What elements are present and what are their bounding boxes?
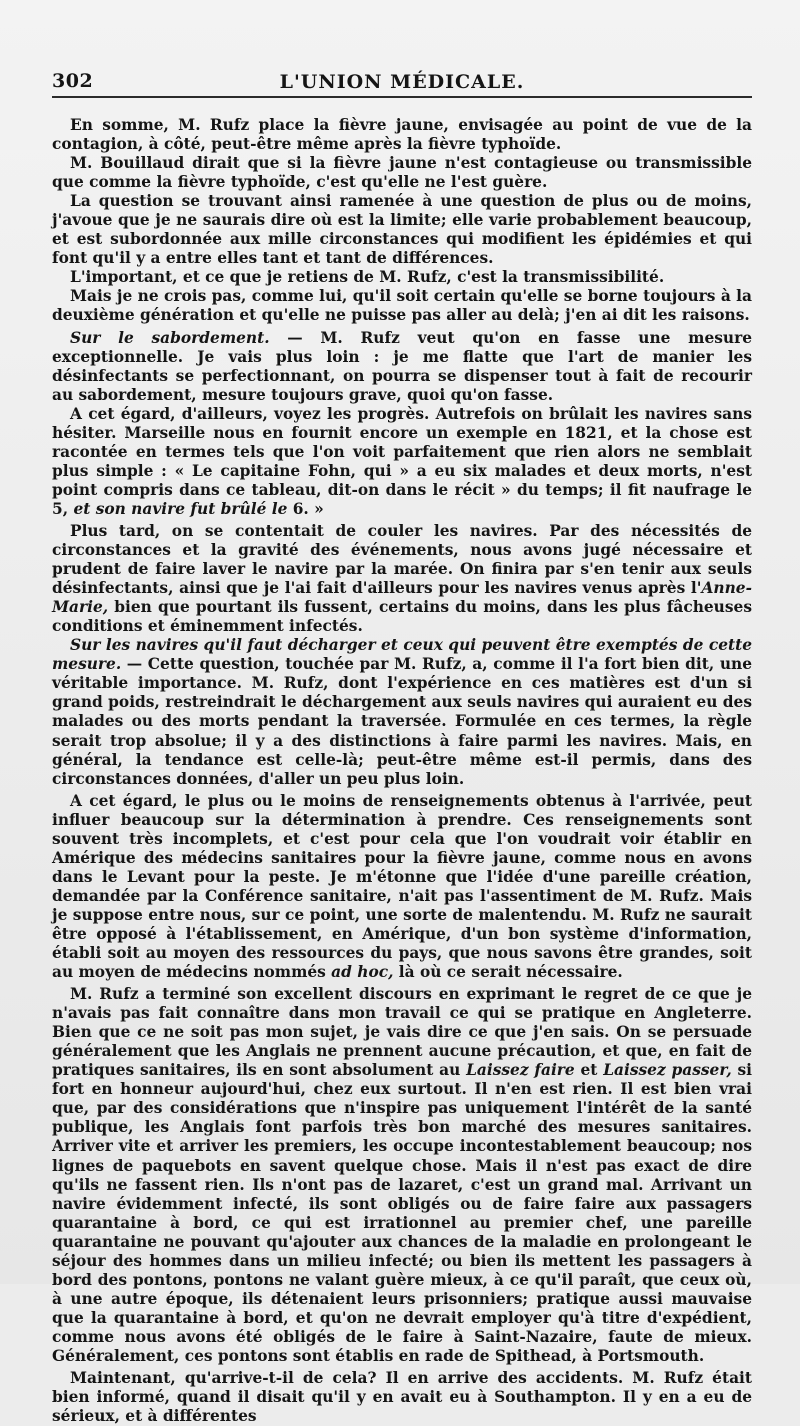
italic-text: Anne-Marie,: [52, 579, 752, 617]
italic-text: Laissez faire: [466, 1061, 575, 1080]
paragraph: [52, 522, 752, 636]
paragraph: [52, 154, 752, 192]
text-run: M. Bouillaud dirait que si la fièvre jaune n'est contagieuse ou transmissible que comme la fièvre typhoïde, c'est qu'elle ne l'est guère.: [52, 154, 752, 192]
text-run: — M. Rufz veut qu'on en fasse une mesure exceptionnelle. Je vais plus loin : je me flatte que l'art de manier les désinfectants se perfectionnant, on pourra se dispenser tout à fait de recourir au sabordement, mesure toujours grave, quoi qu'on fasse.: [52, 328, 753, 404]
italic-text: Laissez passer,: [603, 1061, 732, 1080]
italic-text: Sur les navires qu'il faut décharger et ceux qui peuvent être exemptés de cette mesure.: [52, 636, 752, 674]
paragraph: [52, 329, 752, 405]
paragraph: [52, 405, 752, 519]
body-text: [52, 116, 752, 1426]
paragraph: [52, 268, 752, 287]
text-run: là où ce serait nécessaire.: [393, 963, 623, 982]
paragraph: [52, 1369, 752, 1426]
text-run: bien que pourtant ils fussent, certains du moins, dans les plus fâcheuses conditions et éminemment infectés.: [52, 598, 752, 636]
text-run: — Cette question, touchée par M. Rufz, a, comme il l'a fort bien dit, une véritable importance. M. Rufz, dont l'expérience en ces matières est d'un si grand poids, restreindrait le déchargement aux seuls navires qui auraient eu des malades ou des morts pendant la traversée. Formulée en ces termes, la règle serait trop absolue; il y a des distinctions à faire parmi les navires. Mais, en général, la tendance est celle-là; peut-être même est-il permis, dans des circonstances données, d'aller un peu plus loin.: [52, 655, 752, 788]
text-run: L'important, et ce que je retiens de M. Rufz, c'est la transmissibilité.: [70, 268, 665, 287]
text-run: et: [574, 1061, 604, 1080]
text-run: La question se trouvant ainsi ramenée à une question de plus ou de moins, j'avoue que je ne saurais dire où est la limite; elle varie probablement beaucoup, et est subordonnée aux mille circonstances qui modifient les épidémies et qui font qu'il y a entre elles tant et tant de différences.: [52, 192, 752, 268]
text-run: 6. »: [287, 499, 324, 518]
paragraph: [52, 636, 752, 788]
text-run: A cet égard, d'ailleurs, voyez les progrès. Autrefois on brûlait les navires sans hésiter. Marseille nous en fournit encore un exemple en 1821, et la chose est racontée en termes tels que l'on voit parfaitement que rien alors ne semblait plus simple : « Le capitaine Fohn, qui » a eu six malades et deux morts, n'est point compris dans ce tableau, dit-on dans le récit » du temps; il fit naufrage le 5,: [52, 404, 752, 518]
paragraph: [52, 192, 752, 268]
text-run: En somme, M. Rufz place la fièvre jaune, envisagée au point de vue de la contagion, à côté, peut-être même après la fièvre typhoïde.: [52, 116, 752, 154]
text-run: Maintenant, qu'arrive-t-il de cela? Il en arrive des accidents. M. Rufz était bien informé, quand il disait qu'il y en avait eu à Southampton. Il y en a eu de sérieux, et à différentes: [52, 1369, 752, 1426]
paragraph: [52, 985, 752, 1366]
running-title: L'UNION MÉDICALE.: [279, 71, 525, 93]
paragraph: [52, 792, 752, 982]
text-run: Mais je ne crois pas, comme lui, qu'il soit certain qu'elle se borne toujours à la deuxième génération et qu'elle ne puisse pas aller au delà; j'en ai dit les raisons.: [52, 287, 752, 325]
text-run: A cet égard, le plus ou le moins de renseignements obtenus à l'arrivée, peut influer beaucoup sur la détermination à prendre. Ces renseignements sont souvent très incomplets, et c'est pour cela que l'on voudrait voir établir en Amérique des médecins sanitaires pour la fièvre jaune, comme nous en avons dans le Levant pour la peste. Je m'étonne que l'idée d'une pareille création, demandée par la Conférence sanitaire, n'ait pas l'assentiment de M. Rufz. Mais je suppose entre nous, sur ce point, une sorte de malentendu. M. Rufz ne saurait être opposé à l'établissement, en Amérique, d'un bon système d'information, établi soit au moyen des ressources du pays, que nous savons être grandes, soit au moyen de médecins nommés: [52, 791, 752, 982]
paragraph: [52, 116, 752, 154]
italic-text: Sur le sabordement.: [70, 328, 270, 347]
text-run: Plus tard, on se contentait de couler les navires. Par des nécessités de circonstances et la gravité des événements, nous avons jugé nécessaire et prudent de faire laver le navire par la marée. On finira par s'en tenir aux seuls désinfectants, ainsi que je l'ai fait d'ailleurs pour les navires venus après l': [52, 521, 752, 598]
paragraph: [52, 287, 752, 325]
text-run: M. Rufz a terminé son excellent discours en exprimant le regret de ce que je n'avais pas fait connaître dans mon travail ce qui se pratique en Angleterre. Bien que ce ne soit pas mon sujet, je vais dire ce que j'en sais. On se persuade généralement que les Anglais ne prennent aucune précaution, et que, en fait de pratiques sanitaires, ils en sont absolument au: [52, 985, 752, 1080]
page-number: 302: [52, 70, 94, 92]
text-run: si fort en honneur aujourd'hui, chez eux surtout. Il n'en est rien. Il est bien vrai que, par des considérations que n'inspire pas uniquement l'intérêt de la santé publique, les Anglais font parfois très bon marché des mesures sanitaires. Arriver vite et arriver les premiers, les occupe incontestablement beaucoup; nos lignes de paquebots en savent quelque chose. Mais il n'est pas exact de dire qu'ils ne fassent rien. Ils n'ont pas de lazaret, c'est un grand mal. Arrivant un navire évidemment infecté, ils sont obligés ou de faire faire aux passagers quarantaine à bord, ce qui est irrationnel au premier chef, une pareille quarantaine ne pouvant qu'ajouter aux chances de la maladie en prolongeant le séjour des hommes dans un milieu infecté; ou bien ils mettent les passagers à bord des pontons, pontons ne valant guère mieux, à ce qu'il paraît, que ceux où, à une autre époque, ils détenaient leurs prisonniers; pratique aussi mauvaise que la quarantaine à bord, et qu'on ne devrait employer qu'à titre d'expédient, comme nous avons été obligés de le faire à Saint-Nazaire, faute de mieux. Généralement, ces pontons sont établis en rade de Spithead, à Portsmouth.: [52, 1061, 753, 1365]
page-header: [52, 70, 752, 98]
italic-text: et son navire fut brûlé le: [73, 499, 288, 518]
italic-text: ad hoc,: [331, 963, 394, 982]
